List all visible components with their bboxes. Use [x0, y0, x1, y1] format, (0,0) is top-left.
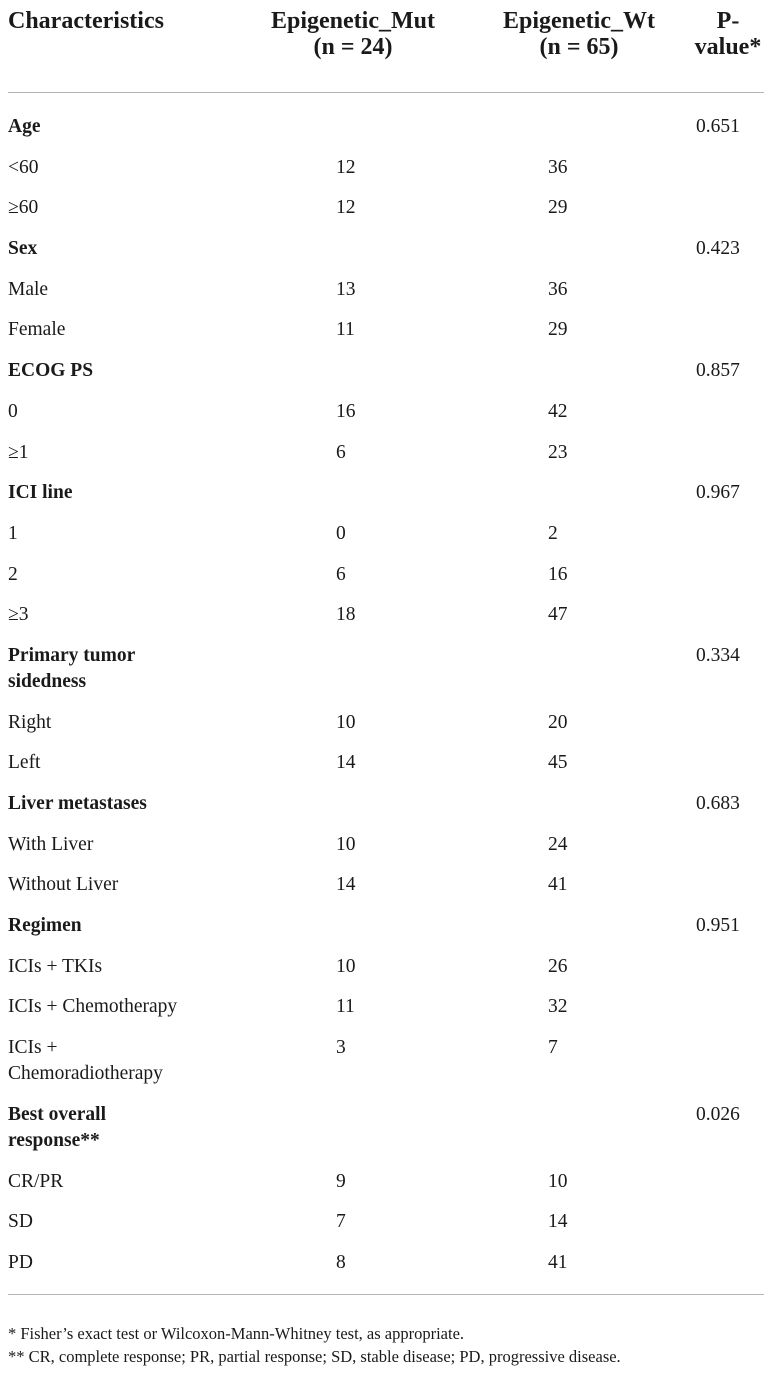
group-label — [8, 784, 240, 825]
wt-count: 10 — [548, 1170, 568, 1192]
label-line: Sex — [8, 238, 38, 260]
row-label — [8, 1162, 240, 1203]
table-row — [8, 148, 764, 189]
table-row — [8, 514, 764, 555]
header-p-value — [692, 0, 764, 93]
mut-count: 3 — [336, 1037, 346, 1059]
table-row — [8, 1243, 764, 1284]
group-row — [8, 784, 764, 825]
wt-count — [466, 351, 692, 392]
wt-count: 16 — [548, 563, 568, 585]
group-row — [8, 636, 764, 703]
label-line: Left — [8, 752, 41, 774]
label-line: Primary tumor — [8, 644, 136, 666]
wt-count: 29 — [548, 197, 568, 219]
wt-count: 24 — [548, 833, 568, 855]
characteristics-table — [8, 0, 764, 1295]
p-value: 0.951 — [696, 915, 740, 937]
group-label — [8, 906, 240, 947]
mut-count: 10 — [336, 955, 356, 977]
p-value — [692, 743, 764, 784]
p-value — [692, 148, 764, 189]
label-line: ≥1 — [8, 441, 29, 463]
row-label — [8, 555, 240, 596]
mut-count — [240, 906, 466, 947]
p-value: 0.857 — [696, 360, 740, 382]
p-value — [692, 188, 764, 229]
wt-count — [466, 1095, 692, 1162]
p-value — [692, 825, 764, 866]
table-row — [8, 433, 764, 474]
p-value — [692, 865, 764, 906]
header-characteristics — [8, 0, 240, 93]
wt-count: 26 — [548, 955, 568, 977]
mut-count: 16 — [336, 400, 356, 422]
label-line: With Liver — [8, 833, 94, 855]
row-label — [8, 310, 240, 351]
wt-count: 45 — [548, 752, 568, 774]
label-line: ICIs + TKIs — [8, 955, 103, 977]
p-value: 0.334 — [696, 644, 740, 666]
row-label — [8, 703, 240, 744]
mut-count — [240, 229, 466, 270]
mut-count: 11 — [336, 996, 355, 1018]
label-line: Female — [8, 319, 66, 341]
header-epigenetic-mut — [240, 0, 466, 93]
row-label — [8, 743, 240, 784]
group-label — [8, 1095, 240, 1162]
label-line: <60 — [8, 156, 39, 178]
table-row — [8, 1162, 764, 1203]
p-value: 0.026 — [696, 1103, 740, 1125]
table-row — [8, 1202, 764, 1243]
wt-count: 41 — [548, 874, 568, 896]
table-row — [8, 947, 764, 988]
wt-count — [466, 636, 692, 703]
label-line: 2 — [8, 563, 18, 585]
header-epigenetic-wt-line1: Epigenetic_Wt — [503, 8, 655, 34]
p-value — [692, 555, 764, 596]
mut-count — [240, 636, 466, 703]
label-line: 0 — [8, 400, 18, 422]
wt-count: 41 — [548, 1251, 568, 1273]
table-row — [8, 743, 764, 784]
label-line: Male — [8, 278, 49, 300]
group-label — [8, 107, 240, 148]
header-row — [8, 0, 764, 93]
table-row — [8, 703, 764, 744]
label-line: PD — [8, 1251, 33, 1273]
label-line: ICIs + Chemotherapy — [8, 996, 178, 1018]
row-label — [8, 1028, 240, 1095]
label-line: Regimen — [8, 915, 82, 937]
label-line: SD — [8, 1211, 33, 1233]
p-value — [692, 392, 764, 433]
p-value — [692, 1162, 764, 1203]
p-value — [692, 270, 764, 311]
mut-count: 0 — [336, 522, 346, 544]
mut-count — [240, 1095, 466, 1162]
label-line: ICI line — [8, 482, 73, 504]
mut-count: 7 — [336, 1211, 346, 1233]
group-label — [8, 473, 240, 514]
group-label — [8, 229, 240, 270]
row-label — [8, 392, 240, 433]
mut-count: 12 — [336, 156, 356, 178]
header-epigenetic-wt-line2: (n = 65) — [539, 34, 619, 60]
mut-count: 18 — [336, 604, 356, 626]
p-value — [692, 1243, 764, 1284]
row-label — [8, 987, 240, 1028]
mut-count: 8 — [336, 1251, 346, 1273]
wt-count: 23 — [548, 441, 568, 463]
mut-count: 12 — [336, 197, 356, 219]
table-row — [8, 188, 764, 229]
table-row — [8, 555, 764, 596]
footnote-1: * Fisher’s exact test or Wilcoxon-Mann-Whitney test, as appropriate. — [8, 1324, 465, 1343]
row-label — [8, 270, 240, 311]
mut-count: 9 — [336, 1170, 346, 1192]
group-row — [8, 906, 764, 947]
bottom-rule-row — [8, 1284, 764, 1295]
p-value: 0.423 — [696, 238, 740, 260]
wt-count — [466, 906, 692, 947]
label-line: response** — [8, 1129, 100, 1151]
p-value — [692, 1202, 764, 1243]
wt-count: 20 — [548, 711, 568, 733]
label-line: ECOG PS — [8, 360, 94, 382]
group-row — [8, 351, 764, 392]
group-label — [8, 351, 240, 392]
row-label — [8, 514, 240, 555]
p-value: 0.683 — [696, 793, 740, 814]
mut-count — [240, 107, 466, 148]
wt-count: 32 — [548, 996, 568, 1018]
mut-count: 11 — [336, 319, 355, 341]
label-line: ≥3 — [8, 604, 29, 626]
label-line: sidedness — [8, 670, 87, 692]
group-row — [8, 473, 764, 514]
row-label — [8, 595, 240, 636]
table-row — [8, 865, 764, 906]
group-row — [8, 1095, 764, 1162]
mut-count — [240, 784, 466, 825]
label-line: Chemoradiotherapy — [8, 1063, 163, 1085]
wt-count: 29 — [548, 319, 568, 341]
p-value — [692, 310, 764, 351]
group-row — [8, 107, 764, 148]
label-line: Right — [8, 711, 52, 733]
mut-count: 10 — [336, 833, 356, 855]
header-p-value-line2: value* — [694, 34, 762, 60]
label-line: 1 — [8, 522, 18, 544]
row-label — [8, 148, 240, 189]
mut-count — [240, 351, 466, 392]
wt-count: 42 — [548, 400, 568, 422]
label-line: Liver metastases — [8, 793, 147, 814]
header-epigenetic-mut-line2: (n = 24) — [313, 34, 393, 60]
label-line: CR/PR — [8, 1170, 64, 1192]
label-line: Best overall — [8, 1103, 107, 1125]
table-row — [8, 270, 764, 311]
row-label — [8, 433, 240, 474]
p-value — [692, 514, 764, 555]
row-label — [8, 865, 240, 906]
footnotes — [8, 1322, 768, 1368]
table-row — [8, 987, 764, 1028]
p-value — [692, 987, 764, 1028]
label-line: Without Liver — [8, 874, 119, 896]
group-label — [8, 636, 240, 703]
wt-count: 7 — [548, 1037, 558, 1059]
table-row — [8, 825, 764, 866]
p-value: 0.967 — [696, 482, 740, 504]
row-label — [8, 188, 240, 229]
header-epigenetic-wt — [466, 0, 692, 93]
table-row — [8, 1028, 764, 1095]
p-value — [692, 1028, 764, 1095]
wt-count: 2 — [548, 522, 558, 544]
mut-count: 13 — [336, 278, 356, 300]
table-header — [8, 0, 764, 93]
header-epigenetic-mut-line1: Epigenetic_Mut — [271, 8, 435, 34]
wt-count: 47 — [548, 604, 568, 626]
p-value — [692, 703, 764, 744]
label-line: ICIs + — [8, 1037, 58, 1059]
label-line: ≥60 — [8, 197, 39, 219]
p-value — [692, 947, 764, 988]
table-row — [8, 392, 764, 433]
mut-count: 6 — [336, 441, 346, 463]
mut-count — [240, 473, 466, 514]
wt-count — [466, 107, 692, 148]
row-label — [8, 825, 240, 866]
row-label — [8, 1202, 240, 1243]
mut-count: 10 — [336, 711, 356, 733]
p-value: 0.651 — [696, 116, 740, 137]
row-label — [8, 1243, 240, 1284]
mut-count: 6 — [336, 563, 346, 585]
wt-count: 36 — [548, 156, 568, 178]
mut-count: 14 — [336, 752, 356, 774]
wt-count: 14 — [548, 1211, 568, 1233]
p-value — [692, 595, 764, 636]
wt-count — [466, 229, 692, 270]
header-p-value-line1: P- — [716, 8, 740, 34]
label-line: Age — [8, 116, 41, 137]
table-body — [8, 93, 764, 1295]
wt-count — [466, 473, 692, 514]
footnote-2: ** CR, complete response; PR, partial response; SD, stable disease; PD, progressive disease. — [8, 1347, 621, 1366]
p-value — [692, 433, 764, 474]
table-row — [8, 595, 764, 636]
mut-count: 14 — [336, 874, 356, 896]
row-label — [8, 947, 240, 988]
header-characteristics-line1: Characteristics — [8, 8, 164, 34]
wt-count: 36 — [548, 278, 568, 300]
wt-count — [466, 784, 692, 825]
group-row — [8, 229, 764, 270]
top-spacer-row — [8, 93, 764, 108]
table-row — [8, 310, 764, 351]
